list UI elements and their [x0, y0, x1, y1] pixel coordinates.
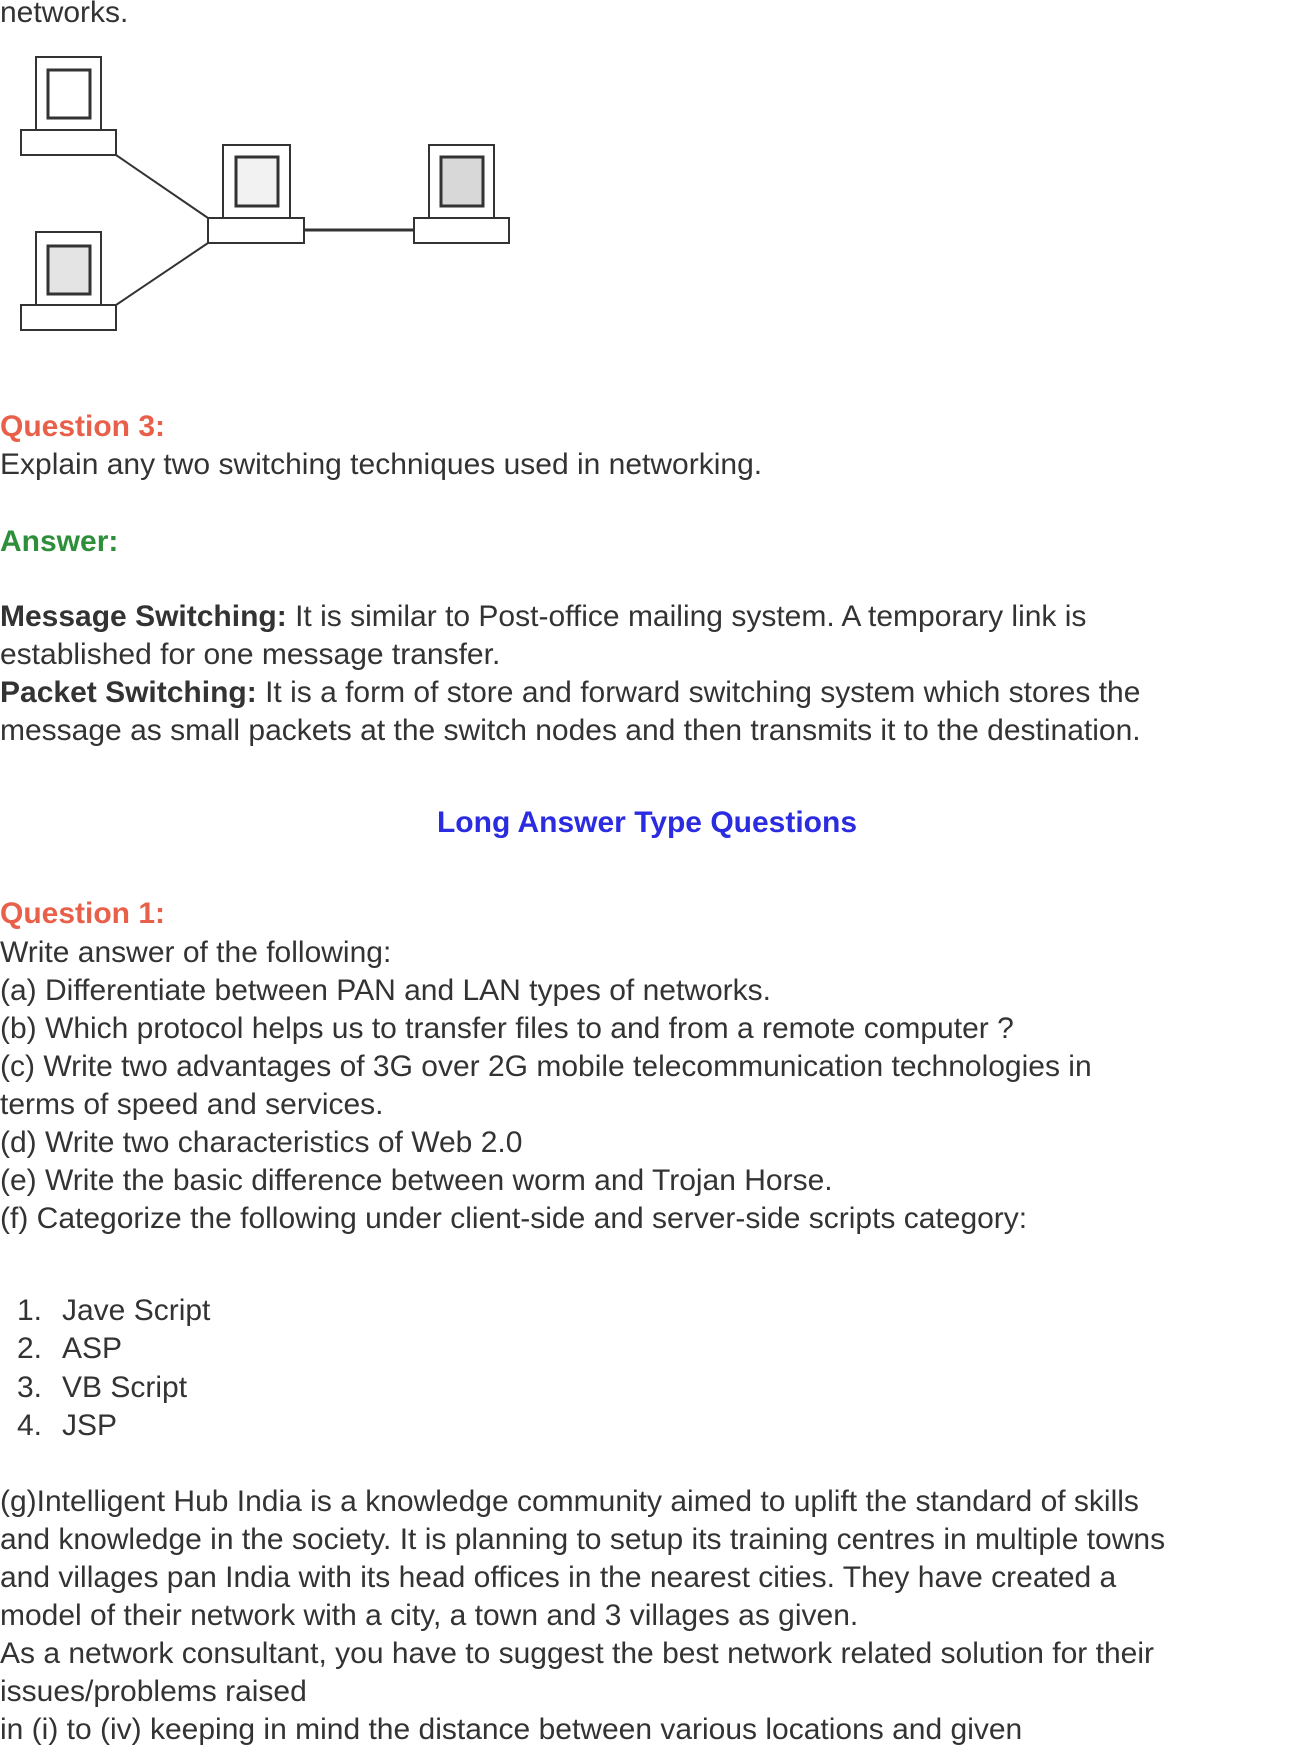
packet-switching-term: Packet Switching: [0, 676, 257, 709]
question-g-line: (g)Intelligent Hub India is a knowledge community aimed to uplift the standard of skills [0, 1485, 1139, 1518]
question-line: terms of speed and services. [0, 1088, 384, 1121]
question-line: (b) Which protocol helps us to transfer files to and from a remote computer ? [0, 1012, 1014, 1045]
list-item [0, 1369, 187, 1407]
link-line [116, 243, 208, 305]
list-number: 4. [16, 1408, 42, 1442]
question-1-label: Question 1: [0, 897, 166, 930]
question-line: (a) Differentiate between PAN and LAN types of networks. [0, 974, 771, 1007]
question-g-line: and knowledge in the society. It is planning to setup its training centres in multiple towns [0, 1523, 1166, 1556]
question-g-line: in (i) to (iv) keeping in mind the distance between various locations and given [0, 1713, 1023, 1746]
section-heading: Long Answer Type Questions [436, 806, 858, 839]
computer-icon [414, 145, 509, 243]
list-text: Jave Script [62, 1294, 211, 1327]
question-g-line: issues/problems raised [0, 1675, 307, 1708]
list-text: VB Script [62, 1370, 188, 1404]
question-line: (f) Categorize the following under client-side and server-side scripts category: [0, 1202, 1028, 1235]
question-line: (c) Write two advantages of 3G over 2G mobile telecommunication technologies in [0, 1050, 1092, 1083]
computer-icon [21, 232, 116, 330]
list-item [0, 1292, 210, 1330]
message-switching-line: Message Switching: It is similar to Post-office mailing system. A temporary link is [0, 600, 1087, 633]
intro-tail-text: networks. [0, 0, 129, 29]
question-line: Write answer of the following: [0, 936, 392, 969]
link-line [116, 155, 208, 218]
computer-icon [21, 57, 116, 155]
question-g-line: model of their network with a city, a town and 3 villages as given. [0, 1599, 859, 1632]
message-switching-line-2: established for one message transfer. [0, 638, 501, 671]
list-item [0, 1330, 122, 1368]
list-number: 3. [16, 1370, 42, 1404]
packet-switching-line-2: message as small packets at the switch nodes and then transmits it to the destination. [0, 714, 1141, 747]
question-line: (e) Write the basic difference between worm and Trojan Horse. [0, 1164, 833, 1197]
list-number: 1. [16, 1294, 42, 1327]
network-diagram [0, 0, 520, 340]
list-text: JSP [62, 1408, 118, 1442]
list-text: ASP [62, 1332, 123, 1366]
question-3-label: Question 3: [0, 410, 166, 443]
question-line: (d) Write two characteristics of Web 2.0 [0, 1126, 523, 1159]
question-g-line: As a network consultant, you have to suggest the best network related solution for their [0, 1637, 1154, 1670]
question-3-text: Explain any two switching techniques used in networking. [0, 448, 763, 481]
packet-switching-line: Packet Switching: It is a form of store and forward switching system which stores the [0, 676, 1141, 709]
question-g-line: and villages pan India with its head offices in the nearest cities. They have created a [0, 1561, 1117, 1594]
answer-label: Answer: [0, 525, 119, 558]
list-number: 2. [16, 1332, 42, 1366]
computer-icon [208, 145, 304, 243]
message-switching-term: Message Switching: [0, 600, 287, 633]
list-item [0, 1407, 117, 1445]
